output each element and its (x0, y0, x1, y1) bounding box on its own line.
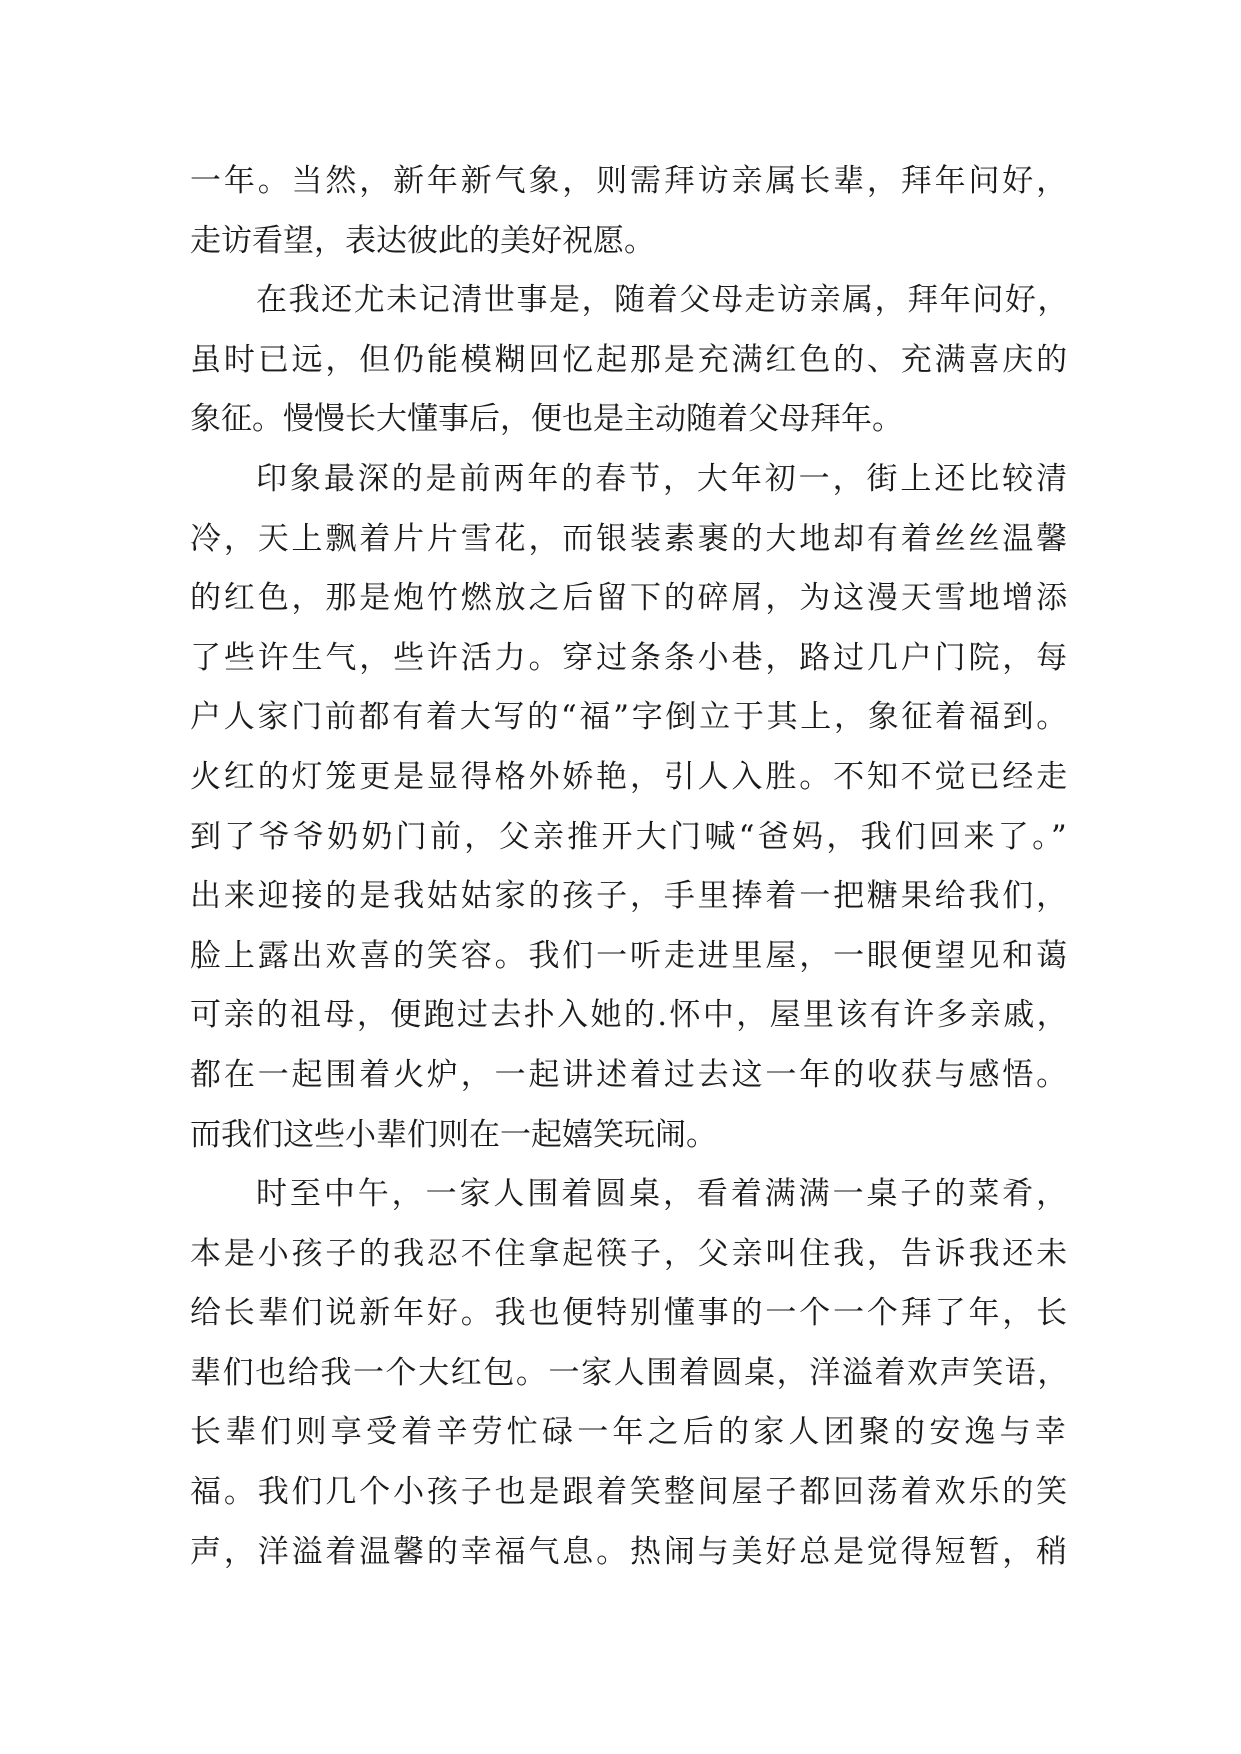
text-line-content: 时至中午，一家人围着圆桌，看着满满一桌子的菜肴， (256, 1176, 1070, 1213)
paragraph (190, 152, 1070, 271)
text-line-content: 的红色，那是炮竹燃放之后留下的碎屑，为这漫天雪地增添 (190, 580, 1070, 617)
text-line (190, 1165, 1070, 1225)
text-line (190, 1106, 1070, 1166)
text-line-content: 了些许生气，些许活力。穿过条条小巷，路过几户门院，每 (190, 639, 1070, 676)
text-line (190, 152, 1070, 212)
text-line (190, 927, 1070, 987)
text-line-content: 火红的灯笼更是显得格外娇艳，引人入胜。不知不觉已经走 (190, 758, 1070, 795)
text-line (190, 569, 1070, 629)
text-line (190, 212, 1070, 272)
text-line-content: 都在一起围着火炉，一起讲述着过去这一年的收获与感悟。 (190, 1056, 1070, 1093)
text-line-content: 出来迎接的是我姑姑家的孩子，手里捧着一把糖果给我们， (190, 878, 1070, 915)
text-line (190, 748, 1070, 808)
text-line (190, 1284, 1070, 1344)
text-line (190, 867, 1070, 927)
text-line (190, 1403, 1070, 1463)
text-line (190, 450, 1070, 510)
text-line-content: 印象最深的是前两年的春节，大年初一，街上还比较清 (256, 460, 1070, 497)
text-line-content: 声，洋溢着温馨的幸福气息。热闹与美好总是觉得短暂，稍 (190, 1533, 1070, 1570)
paragraph (190, 271, 1070, 450)
text-line-content: 长辈们则享受着辛劳忙碌一年之后的家人团聚的安逸与幸 (190, 1414, 1070, 1451)
text-line (190, 808, 1070, 868)
text-line-content: 冷，天上飘着片片雪花，而银装素裹的大地却有着丝丝温馨 (190, 520, 1070, 557)
document-page (190, 152, 1070, 1582)
text-line (190, 271, 1070, 331)
paragraph (190, 450, 1070, 1165)
text-line (190, 1463, 1070, 1523)
text-line-content: 而我们这些小辈们则在一起嬉笑玩闹。 (190, 1116, 717, 1153)
text-line (190, 510, 1070, 570)
text-line-content: 给长辈们说新年好。我也便特别懂事的一个一个拜了年，长 (190, 1295, 1070, 1332)
text-line (190, 1225, 1070, 1285)
text-line-content: 户人家门前都有着大写的“福”字倒立于其上，象征着福到。 (190, 699, 1070, 736)
text-line (190, 390, 1070, 450)
text-line (190, 1046, 1070, 1106)
text-line-content: 虽时已远，但仍能模糊回忆起那是充满红色的、充满喜庆的 (190, 341, 1070, 378)
text-line (190, 1344, 1070, 1404)
text-line-content: 到了爷爷奶奶门前，父亲推开大门喊“爸妈，我们回来了。” (190, 818, 1070, 855)
text-line-content: 辈们也给我一个大红包。一家人围着圆桌，洋溢着欢声笑语， (190, 1354, 1070, 1391)
text-line-content: 在我还尤未记清世事是，随着父母走访亲属，拜年问好， (256, 282, 1070, 319)
text-line-content: 一年。当然，新年新气象，则需拜访亲属长辈，拜年问好， (190, 163, 1070, 199)
text-line (190, 629, 1070, 689)
text-line-content: 象征。慢慢长大懂事后，便也是主动随着父母拜年。 (190, 401, 903, 438)
text-line-content: 福。我们几个小孩子也是跟着笑整间屋子都回荡着欢乐的笑 (190, 1474, 1070, 1511)
text-line (190, 1523, 1070, 1583)
text-line (190, 986, 1070, 1046)
text-line-content: 脸上露出欢喜的笑容。我们一听走进里屋，一眼便望见和蔼 (190, 937, 1070, 974)
text-line (190, 688, 1070, 748)
paragraph (190, 1165, 1070, 1582)
text-line (190, 331, 1070, 391)
text-line-content: 走访看望，表达彼此的美好祝愿。 (190, 222, 655, 259)
text-line-content: 本是小孩子的我忍不住拿起筷子，父亲叫住我，告诉我还未 (190, 1235, 1070, 1272)
text-line-content: 可亲的祖母，便跑过去扑入她的.怀中，屋里该有许多亲戚， (190, 997, 1070, 1034)
